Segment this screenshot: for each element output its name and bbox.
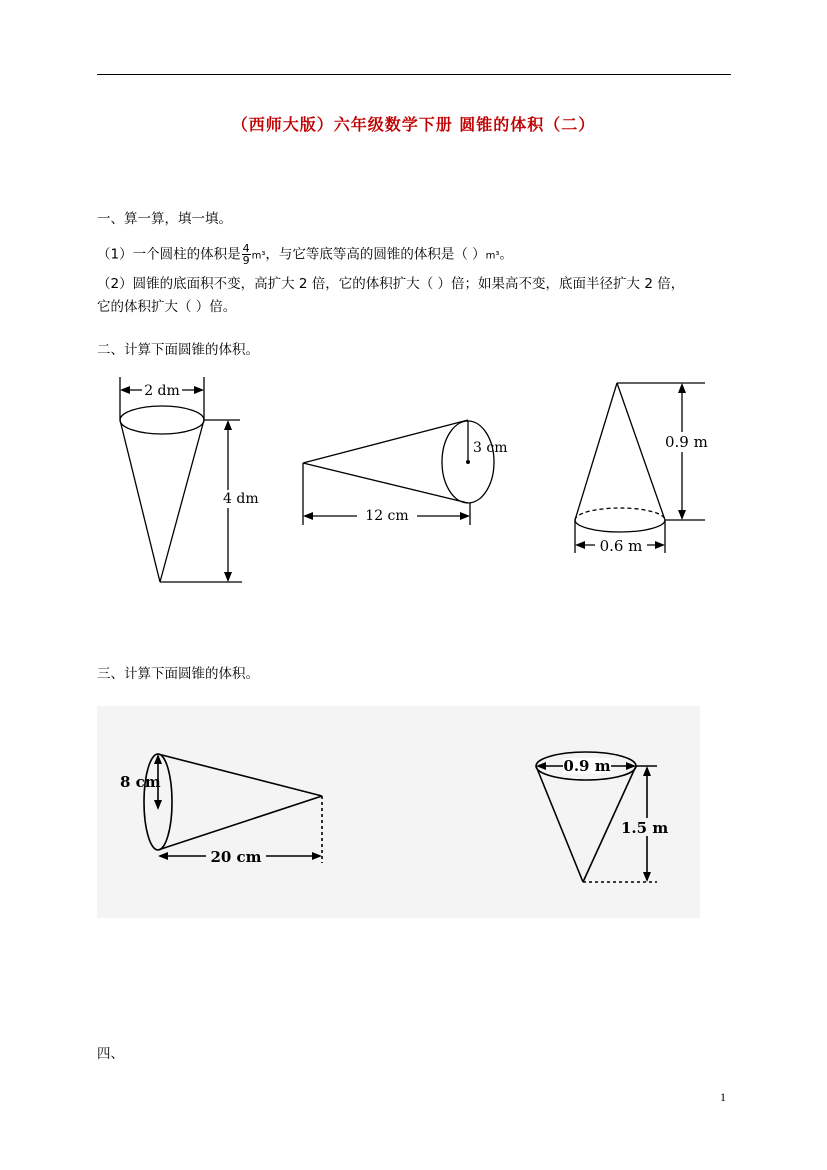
cone1-diameter-label: 2 dm xyxy=(144,383,180,399)
cone3-height-label: 0.9 m xyxy=(665,433,708,451)
section3-heading: 三、计算下面圆锥的体积。 xyxy=(97,666,259,682)
page-number: 1 xyxy=(720,1090,726,1104)
section4-heading: 四、 xyxy=(97,1046,124,1062)
q1-fraction-denominator: 9 xyxy=(242,254,250,267)
cone1-base-ellipse xyxy=(120,406,204,434)
q1-end: 。 xyxy=(499,246,513,263)
cone3-diameter-label: 0.6 m xyxy=(599,537,643,555)
cone3-base-front xyxy=(575,520,665,532)
cone5-diameter-label: 0.9 m xyxy=(563,757,611,775)
q1-unit-2: m³ xyxy=(485,250,500,262)
q1-fraction xyxy=(242,243,251,266)
question-1 xyxy=(97,243,513,266)
cone5-height-label: 1.5 m xyxy=(621,819,669,837)
cone-figure-1 xyxy=(110,372,259,592)
cone-figure-3 xyxy=(565,375,725,565)
cone1-right-edge xyxy=(160,420,204,582)
page-title: （西师大版）六年级数学下册 圆锥的体积（二） xyxy=(231,115,596,134)
header-rule xyxy=(97,74,731,75)
cone3-base-back xyxy=(575,508,665,520)
cone4-height-label: 20 cm xyxy=(210,848,262,866)
cone-figure-2 xyxy=(295,410,525,535)
q1-prefix: （1）一个圆柱的体积是 xyxy=(97,246,241,263)
question-2-line-2: 它的体积扩大（ ）倍。 xyxy=(97,299,237,315)
cone-figure-5 xyxy=(525,740,675,890)
cone-figure-4 xyxy=(110,748,350,878)
cone2-top-edge xyxy=(303,420,468,463)
cone3-right-edge xyxy=(617,383,665,520)
section1-heading: 一、算一算，填一填。 xyxy=(97,211,232,227)
cone4-bottom-edge xyxy=(158,796,322,850)
cone3-left-edge xyxy=(575,383,617,520)
question-2-line-1: （2）圆锥的底面积不变，高扩大 2 倍，它的体积扩大（ ）倍；如果高不变，底面半径扩大 2 倍， xyxy=(97,276,685,292)
q1-suffix: ，与它等底等高的圆锥的体积是（ ） xyxy=(265,246,486,263)
q1-unit-1: m³ xyxy=(251,250,266,262)
cone1-height-label: 4 dm xyxy=(223,491,259,507)
cone2-radius-label: 3 cm xyxy=(473,440,508,456)
cone1-left-edge xyxy=(120,420,160,582)
cone4-top-edge xyxy=(158,754,322,796)
cone2-bottom-edge xyxy=(303,463,468,503)
cone5-left-edge xyxy=(536,766,583,882)
section2-heading: 二、计算下面圆锥的体积。 xyxy=(97,342,259,358)
cone2-height-label: 12 cm xyxy=(365,508,409,524)
q1-fraction-numerator: 4 xyxy=(242,242,250,255)
cone4-diameter-label: 8 cm xyxy=(120,773,161,791)
